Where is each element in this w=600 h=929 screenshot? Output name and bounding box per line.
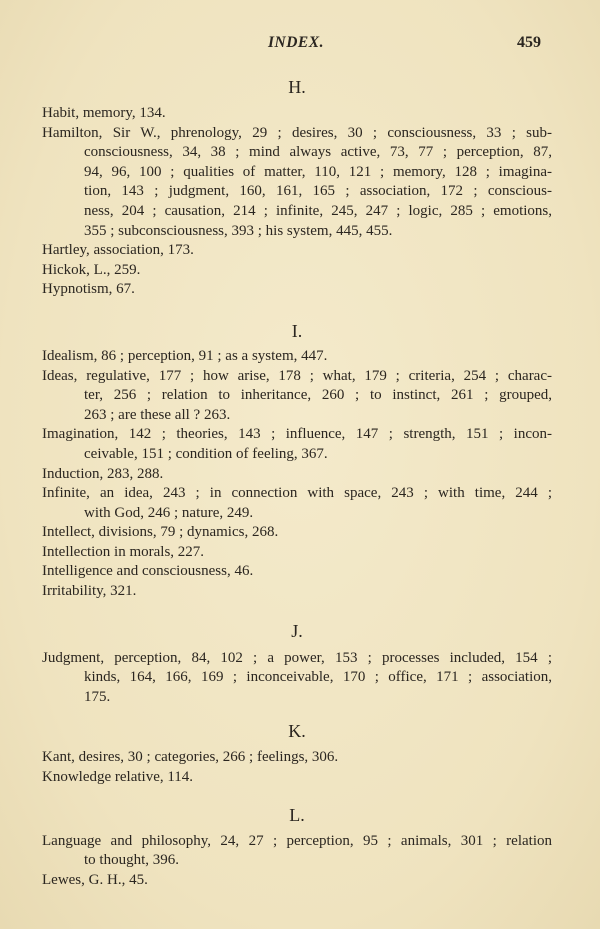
section-letter-heading: K. <box>288 721 306 742</box>
entry-line: Imagination, 142 ; theories, 143 ; influence, 147 ; strength, 151 ; incon- <box>42 426 552 443</box>
index-entry <box>42 582 552 602</box>
entry-line: Intellection in morals, 227. <box>42 543 205 560</box>
section-letter-heading: H. <box>288 77 306 97</box>
entry-line: Ideas, regulative, 177 ; how arise, 178 ; what, 179 ; criteria, 254 ; charac- <box>42 367 552 384</box>
entry-continuation-line: 263 ; are these all ? 263. <box>84 406 231 423</box>
entry-continuation-line: 94, 96, 100 ; qualities of matter, 110, 121 ; memory, 128 ; imagina- <box>84 163 552 180</box>
index-entry <box>42 484 552 523</box>
index-entry <box>42 425 552 464</box>
entry-line: Hypnotism, 67. <box>42 281 135 298</box>
entry-line: Language and philosophy, 24, 27 ; perception, 95 ; animals, 301 ; relation <box>42 832 552 849</box>
entry-line: Lewes, G. H., 45. <box>42 871 148 888</box>
index-entry <box>42 104 552 124</box>
section-letter-heading: J. <box>291 620 303 641</box>
index-entry <box>42 649 552 708</box>
entry-continuation-line: 175. <box>84 688 111 705</box>
entry-line: Hamilton, Sir W., phrenology, 29 ; desires, 30 ; consciousness, 33 ; sub- <box>42 124 552 141</box>
entry-continuation-line: tion, 143 ; judgment, 160, 161, 165 ; association, 172 ; conscious- <box>84 183 552 200</box>
index-entry <box>42 347 552 367</box>
running-header <box>0 34 600 54</box>
entry-line: Infinite, an idea, 243 ; in connection with space, 243 ; with time, 244 ; <box>42 485 552 502</box>
entry-line: Irritability, 321. <box>42 583 137 600</box>
entry-line: Judgment, perception, 84, 102 ; a power, 153 ; processes included, 154 ; <box>42 649 552 666</box>
index-entry <box>42 465 552 485</box>
index-section <box>42 804 552 891</box>
index-entry <box>42 124 552 242</box>
index-entry <box>42 562 552 582</box>
index-entry <box>42 543 552 563</box>
entry-line: Induction, 283, 288. <box>42 465 164 482</box>
entry-line: Hickok, L., 259. <box>42 261 141 278</box>
entry-continuation-line: with God, 246 ; nature, 249. <box>84 504 254 521</box>
entry-continuation-line: ter, 256 ; relation to inheritance, 260 ; to instinct, 261 ; grouped, <box>84 387 552 404</box>
running-title: INDEX. <box>268 34 324 51</box>
index-entry <box>42 241 552 261</box>
entry-line: Idealism, 86 ; perception, 91 ; as a system, 447. <box>42 347 328 364</box>
entry-continuation-line: to thought, 396. <box>84 852 180 869</box>
page-number: 459 <box>517 34 541 51</box>
index-section <box>42 620 552 708</box>
entry-continuation-line: 355 ; subconsciousness, 393 ; his system, 445, 455. <box>84 222 393 239</box>
index-section <box>42 720 552 787</box>
index-entry <box>42 367 552 426</box>
entry-line: Intelligence and consciousness, 46. <box>42 563 254 580</box>
entry-line: Hartley, association, 173. <box>42 242 194 259</box>
index-entry <box>42 261 552 281</box>
entry-continuation-line: ceivable, 151 ; condition of feeling, 367. <box>84 445 328 462</box>
index-body <box>42 76 552 890</box>
entry-continuation-line: ness, 204 ; causation, 214 ; infinite, 245, 247 ; logic, 285 ; emotions, <box>84 202 552 219</box>
entry-line: Habit, memory, 134. <box>42 105 166 121</box>
entry-line: Intellect, divisions, 79 ; dynamics, 268. <box>42 524 279 541</box>
index-section <box>42 320 552 602</box>
index-entry <box>42 280 552 300</box>
index-entry <box>42 871 552 891</box>
section-letter-heading: I. <box>291 320 303 341</box>
index-section <box>42 76 552 300</box>
entry-line: Kant, desires, 30 ; categories, 266 ; feelings, 306. <box>42 749 339 766</box>
section-letter-heading: L. <box>289 804 305 825</box>
entry-continuation-line: consciousness, 34, 38 ; mind always active, 73, 77 ; perception, 87, <box>84 144 552 161</box>
index-entry <box>42 832 552 871</box>
entry-continuation-line: kinds, 164, 166, 169 ; inconceivable, 170 ; office, 171 ; association, <box>84 669 552 686</box>
index-entry <box>42 523 552 543</box>
entry-line: Knowledge relative, 114. <box>42 769 194 786</box>
index-entry <box>42 768 552 788</box>
index-entry <box>42 748 552 768</box>
